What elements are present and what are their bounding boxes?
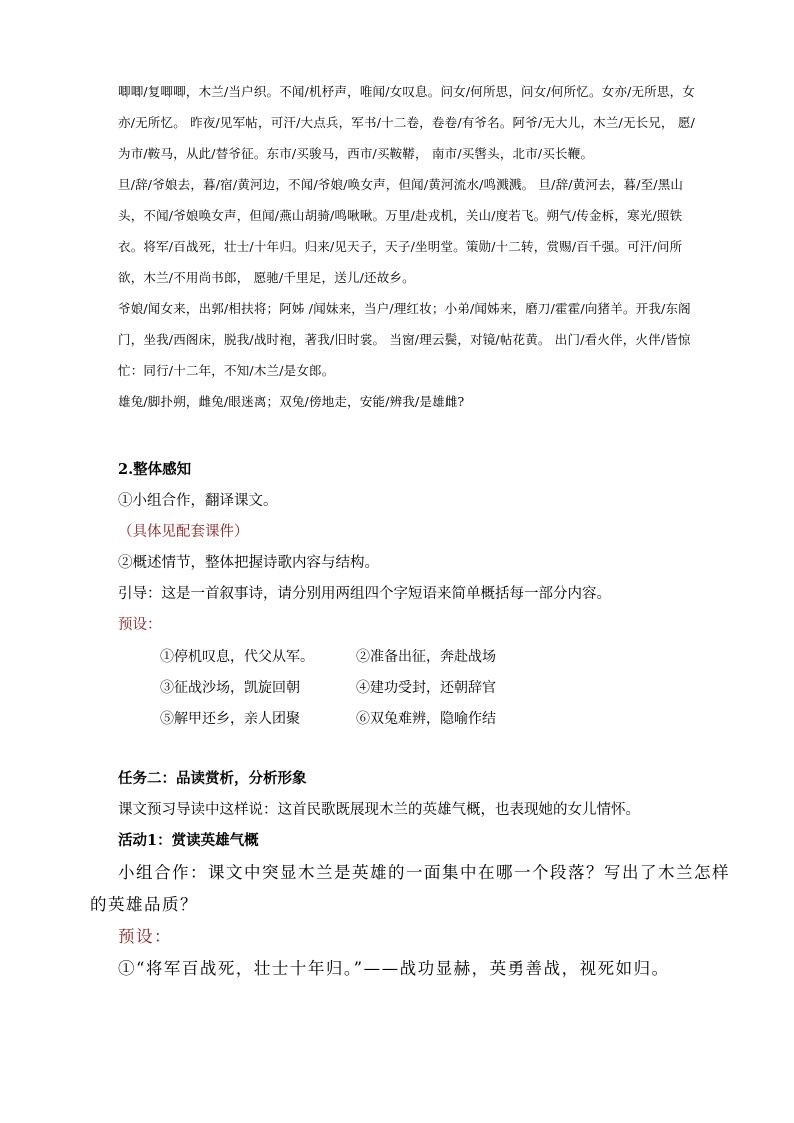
answer-line: ①“将军百战死，壮士十年归。”——战功显赫，英勇善战，视死如归。 xyxy=(118,959,670,978)
item-summarize: ②概述情节，整体把握诗歌内容与结构。 xyxy=(118,555,379,571)
poem-paragraph-4: 雄兔/脚扑朔，雌兔/眼迷离；双兔/傍地走，安能/辨我/是雄雌? xyxy=(118,394,465,409)
courseware-note: （具体见配套课件） xyxy=(118,524,249,540)
task-intro: 课文预习导读中这样说：这首民歌既展现木兰的英雄气概，也表现她的女儿情怀。 xyxy=(118,802,640,818)
option-item: ③征战沙场，凯旋回朝 xyxy=(160,680,300,696)
preset-label-2: 预设： xyxy=(118,927,172,946)
question-line-2: 的英雄品质？ xyxy=(90,895,198,914)
section-title: 2.整体感知 xyxy=(118,461,192,478)
item-translate: ①小组合作，翻译课文。 xyxy=(118,493,278,509)
preset-label: 预设： xyxy=(118,617,162,633)
option-item: ⑥双兔难辨，隐喻作结 xyxy=(356,711,496,727)
guide-text: 引导：这是一首叙事诗，请分别用两组四个字短语来简单概括每一部分内容。 xyxy=(118,586,611,602)
option-item: ①停机叹息，代父从军。 xyxy=(160,649,314,665)
poem-text xyxy=(118,76,706,417)
poem-paragraph-3: 爷娘/闻女来，出郭/相扶将；阿姊 /闻妹来，当户/理红妆；小弟/闻姊来，磨刀/霍霍/向猪羊。开我/东阁门，坐我/西阁床，脱我/战时袍，著我/旧时裳。 当窗/理云鬓，对镜/帖花黄。 出门/看火伴，火伴/皆惊忙：同行/十二年，不知/木兰/是女郎。 xyxy=(118,301,691,378)
question-line-1: 小组合作：课文中突显木兰是英雄的一面集中在哪一个段落？写出了木兰怎样 xyxy=(118,863,730,882)
activity-title: 活动1：赏读英雄气概 xyxy=(118,832,259,849)
option-item: ④建功受封，还朝辞官 xyxy=(356,680,496,696)
option-item: ⑤解甲还乡，亲人团聚 xyxy=(160,711,300,727)
poem-paragraph-1: 唧唧/复唧唧，木兰/当户织。不闻/机杼声，唯闻/女叹息。问女/何所思，问女/何所忆。女亦/无所思，女亦/无所忆。 昨夜/见军帖，可汗/大点兵，军书/十二卷，卷卷/有爷名。阿爷/无大儿，木兰/无长兄， 愿/为市/鞍马，从此/替爷征。东市/买骏马，西市/买鞍鞯， 南市/买辔头，北市/买长鞭。 xyxy=(118,84,696,161)
task-title: 任务二：品读赏析，分析形象 xyxy=(118,770,307,787)
option-item: ②准备出征，奔赴战场 xyxy=(356,649,496,665)
poem-paragraph-2: 旦/辞/爷娘去，暮/宿/黄河边，不闻/爷娘/唤女声，但闻/黄河流水/鸣溅溅。 旦/辞/黄河去，暮/至/黑山头，不闻/爷娘唤女声，但闻/燕山胡骑/鸣啾啾。万里/赴戎机，关山/度若飞。朔气/传金柝，寒光/照铁衣。将军/百战死，壮士/十年归。归来/见天子，天子/坐明堂。策勋/十二转，赏赐/百千强。可汗/问所欲，木兰/不用尚书郎， 愿驰/千里足，送儿/还故乡。 xyxy=(118,177,684,285)
